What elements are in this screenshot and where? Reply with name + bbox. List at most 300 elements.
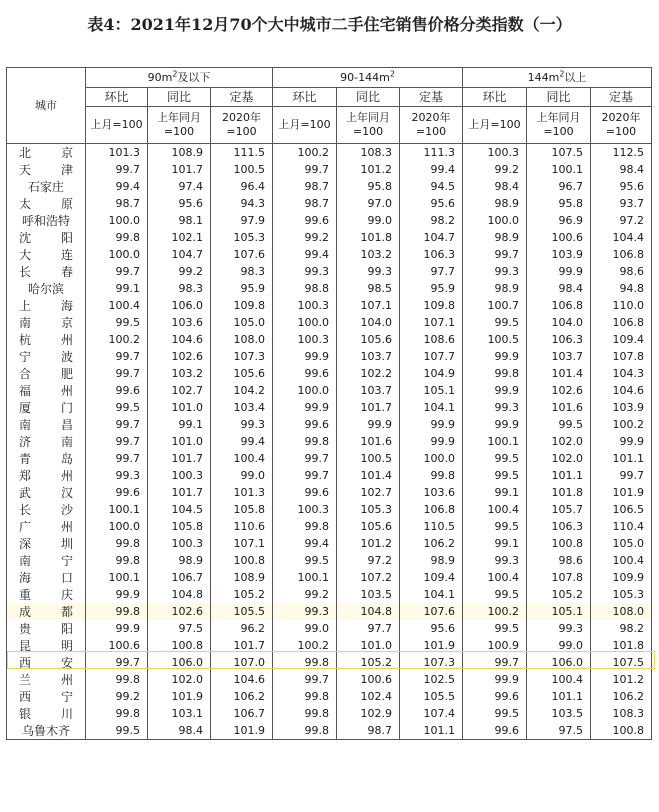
index-value-cell: 99.9 [273,399,337,416]
index-value-cell: 105.3 [591,586,652,603]
index-value-cell: 103.6 [148,314,211,331]
index-value-cell: 99.7 [86,348,148,365]
index-value-cell: 112.5 [591,144,652,162]
sub-header-g1-c0: 环比 [273,88,337,107]
city-name-part: 乌鲁木齐 [21,723,70,738]
index-value-cell: 99.9 [527,263,591,280]
index-value-cell: 99.3 [463,263,527,280]
city-cell [7,263,86,280]
index-value-cell: 108.9 [148,144,211,162]
index-value-cell: 105.6 [337,518,400,535]
index-value-cell: 97.0 [337,195,400,212]
base-header-line: 上年同月 [346,111,391,124]
city-cell [7,620,86,637]
city-name-part: 兰 [19,672,32,687]
index-value-cell: 106.0 [148,297,211,314]
table-row [7,450,652,467]
city-cell [7,552,86,569]
index-value-cell: 106.5 [591,501,652,518]
index-value-cell: 109.8 [211,297,273,314]
index-value-cell: 101.4 [527,365,591,382]
city-name-part: 南 [19,553,32,568]
table-row [7,161,652,178]
city-name-part: 沙 [60,502,73,517]
index-value-cell: 98.8 [273,280,337,297]
table-row [7,297,652,314]
base-header-line: 2020年 [411,111,451,124]
table-row [7,263,652,280]
table-row [7,144,652,162]
table-row [7,722,652,740]
index-value-cell: 100.8 [527,535,591,552]
index-value-cell: 102.7 [337,484,400,501]
index-value-cell: 108.3 [591,705,652,722]
index-value-cell: 93.7 [591,195,652,212]
city-name-part: 州 [60,519,73,534]
index-value-cell: 98.1 [148,212,211,229]
index-value-cell: 99.8 [400,467,463,484]
base-header-line: 上月=100 [278,118,331,131]
sub-header-g0-c2: 定基 [211,88,273,107]
city-cell [7,348,86,365]
city-cell [7,416,86,433]
index-value-cell: 106.8 [400,501,463,518]
index-value-cell: 105.6 [211,365,273,382]
index-value-cell: 103.1 [148,705,211,722]
city-name-part: 明 [60,638,73,653]
sub-header-g0-c0: 环比 [86,88,148,107]
city-cell [7,518,86,535]
index-value-cell: 110.5 [400,518,463,535]
table-row [7,705,652,722]
city-name-part: 南 [60,434,73,449]
index-value-cell: 108.9 [211,569,273,586]
table-row [7,637,652,654]
index-value-cell: 103.2 [337,246,400,263]
index-value-cell: 106.8 [591,314,652,331]
index-value-cell: 101.7 [148,450,211,467]
index-value-cell: 104.7 [148,246,211,263]
index-value-cell: 99.7 [86,263,148,280]
city-name-part: 肥 [60,366,73,381]
index-value-cell: 106.3 [527,518,591,535]
index-value-cell: 100.0 [273,314,337,331]
index-value-cell: 99.5 [463,450,527,467]
index-value-cell: 98.6 [527,552,591,569]
base-header-line: =100 [605,125,637,138]
index-value-cell: 102.0 [527,450,591,467]
index-value-cell: 106.2 [400,535,463,552]
index-value-cell: 95.6 [400,620,463,637]
city-column-header: 城市 [7,68,86,144]
index-value-cell: 99.8 [86,229,148,246]
index-value-cell: 100.1 [86,569,148,586]
city-cell [7,297,86,314]
index-value-cell: 103.6 [400,484,463,501]
index-value-cell: 100.7 [463,297,527,314]
city-name-part: 杭 [19,332,32,347]
index-value-cell: 99.9 [591,433,652,450]
index-value-cell: 108.0 [591,603,652,620]
index-value-cell: 109.8 [400,297,463,314]
index-value-cell: 107.7 [400,348,463,365]
index-value-cell: 103.4 [211,399,273,416]
city-name-part: 连 [60,247,73,262]
index-value-cell: 107.5 [591,654,652,671]
index-value-cell: 108.0 [211,331,273,348]
city-cell [7,586,86,603]
sub-header-g2-c1: 同比 [527,88,591,107]
base-header-line: 2020年 [601,111,641,124]
index-value-cell: 104.1 [400,586,463,603]
city-name-part: 宁 [60,689,73,704]
index-value-cell: 94.8 [591,280,652,297]
table-row [7,416,652,433]
table-row [7,433,652,450]
city-cell [7,501,86,518]
base-header-g2-c2 [591,107,652,144]
index-value-cell: 99.1 [86,280,148,297]
city-name-part: 石家庄 [27,179,64,194]
index-value-cell: 99.0 [273,620,337,637]
index-value-cell: 100.4 [463,569,527,586]
index-value-cell: 105.7 [527,501,591,518]
index-value-cell: 105.8 [211,501,273,518]
base-header-line: 上年同月 [536,111,581,124]
index-value-cell: 106.7 [211,705,273,722]
index-value-cell: 105.5 [211,603,273,620]
city-cell [7,467,86,484]
base-header-g0-c1 [148,107,211,144]
index-value-cell: 100.0 [86,246,148,263]
index-value-cell: 100.5 [211,161,273,178]
index-value-cell: 99.5 [86,722,148,740]
index-value-cell: 109.4 [591,331,652,348]
city-name-part: 长 [19,502,32,517]
index-value-cell: 99.7 [86,365,148,382]
index-value-cell: 99.7 [273,467,337,484]
index-value-cell: 99.3 [463,552,527,569]
index-value-cell: 99.3 [273,603,337,620]
index-value-cell: 104.6 [591,382,652,399]
city-cell [7,688,86,705]
index-value-cell: 103.7 [527,348,591,365]
index-value-cell: 99.9 [463,348,527,365]
index-value-cell: 106.3 [400,246,463,263]
index-value-cell: 100.0 [463,212,527,229]
city-name-part: 津 [60,162,73,177]
index-value-cell: 99.4 [86,178,148,195]
index-value-cell: 99.0 [211,467,273,484]
city-cell [7,654,86,671]
group-header-90-144: $90-144m^2$ [273,68,463,88]
city-name-part: 京 [60,315,73,330]
city-name-part: 州 [60,468,73,483]
index-value-cell: 101.7 [148,161,211,178]
index-value-cell: 99.5 [463,467,527,484]
index-value-cell: 108.3 [337,144,400,162]
index-value-cell: 97.5 [527,722,591,740]
index-value-cell: 99.8 [86,671,148,688]
index-value-cell: 101.3 [86,144,148,162]
index-value-cell: 101.8 [591,637,652,654]
base-header-line: =100 [352,125,384,138]
sub-header-g1-c2: 定基 [400,88,463,107]
city-name-part: 广 [19,519,32,534]
city-name-part: 长 [19,264,32,279]
index-value-cell: 100.8 [591,722,652,740]
index-value-cell: 100.1 [527,161,591,178]
index-value-cell: 100.5 [463,331,527,348]
city-name-part: 宁 [19,349,32,364]
index-value-cell: 99.5 [463,314,527,331]
sub-header-g2-c2: 定基 [591,88,652,107]
base-header-line: 上年同月 [157,111,201,124]
index-value-cell: 97.2 [591,212,652,229]
city-name-part: 南 [19,417,32,432]
index-value-cell: 99.8 [86,552,148,569]
index-value-cell: 104.7 [400,229,463,246]
base-header-g0-c2 [211,107,273,144]
index-value-cell: 102.5 [400,671,463,688]
index-value-cell: 99.7 [86,450,148,467]
city-name-part: 昆 [19,638,32,653]
index-value-cell: 99.6 [463,722,527,740]
index-value-cell: 100.6 [337,671,400,688]
city-name-part: 波 [60,349,73,364]
index-value-cell: 97.4 [148,178,211,195]
index-value-cell: 102.4 [337,688,400,705]
index-value-cell: 100.4 [463,501,527,518]
index-value-cell: 107.6 [400,603,463,620]
index-value-cell: 99.9 [273,348,337,365]
index-value-cell: 102.9 [337,705,400,722]
index-value-cell: 107.1 [211,535,273,552]
city-cell [7,637,86,654]
table-row [7,501,652,518]
city-cell [7,603,86,620]
index-value-cell: 98.6 [591,263,652,280]
index-value-cell: 99.5 [86,314,148,331]
base-header-line: 2020年 [222,111,261,124]
index-value-cell: 97.9 [211,212,273,229]
index-value-cell: 106.2 [211,688,273,705]
base-header-g1-c1 [337,107,400,144]
city-cell [7,399,86,416]
index-value-cell: 105.3 [211,229,273,246]
table-row [7,569,652,586]
index-value-cell: 99.6 [273,365,337,382]
index-value-cell: 99.5 [527,416,591,433]
index-value-cell: 105.3 [337,501,400,518]
index-value-cell: 101.2 [591,671,652,688]
index-value-cell: 99.6 [86,382,148,399]
index-value-cell: 99.6 [273,212,337,229]
index-value-cell: 101.9 [148,688,211,705]
index-value-cell: 99.3 [211,416,273,433]
city-name-part: 呼和浩特 [21,213,70,228]
index-value-cell: 99.7 [86,433,148,450]
index-value-cell: 99.8 [273,705,337,722]
index-value-cell: 96.2 [211,620,273,637]
index-value-cell: 99.9 [86,620,148,637]
index-value-cell: 103.5 [337,586,400,603]
index-value-cell: 96.4 [211,178,273,195]
index-value-cell: 107.3 [211,348,273,365]
index-value-cell: 109.9 [591,569,652,586]
index-value-cell: 99.5 [273,552,337,569]
city-cell [7,450,86,467]
index-value-cell: 107.1 [337,297,400,314]
index-value-cell: 98.4 [591,161,652,178]
city-cell [7,722,86,740]
city-name-part: 郑 [19,468,32,483]
index-value-cell: 99.1 [463,484,527,501]
city-cell [7,382,86,399]
index-value-cell: 107.4 [400,705,463,722]
index-value-cell: 102.6 [148,603,211,620]
index-value-cell: 98.9 [148,552,211,569]
index-value-cell: 103.9 [527,246,591,263]
city-name-part: 太 [19,196,32,211]
table-row [7,280,652,297]
index-value-cell: 99.5 [463,620,527,637]
index-value-cell: 102.7 [148,382,211,399]
city-name-part: 济 [19,434,32,449]
price-index-table [6,67,652,740]
index-value-cell: 103.7 [337,382,400,399]
index-value-cell: 103.7 [337,348,400,365]
index-value-cell: 99.4 [273,246,337,263]
city-name-part: 阳 [60,230,73,245]
index-value-cell: 100.3 [273,501,337,518]
city-cell [7,535,86,552]
index-value-cell: 100.2 [591,416,652,433]
sub-header-g2-c0: 环比 [463,88,527,107]
index-value-cell: 102.6 [148,348,211,365]
index-value-cell: 104.0 [527,314,591,331]
city-name-part: 京 [60,145,73,160]
table-row [7,518,652,535]
index-value-cell: 100.6 [86,637,148,654]
index-value-cell: 99.8 [273,688,337,705]
index-value-cell: 95.6 [148,195,211,212]
city-name-part: 门 [60,400,73,415]
index-value-cell: 110.0 [591,297,652,314]
index-value-cell: 99.7 [273,161,337,178]
city-name-part: 庆 [60,587,73,602]
city-name-part: 深 [19,536,32,551]
index-value-cell: 99.9 [463,382,527,399]
index-value-cell: 100.3 [273,331,337,348]
index-value-cell: 105.1 [400,382,463,399]
city-name-part: 青 [19,451,32,466]
index-value-cell: 99.2 [86,688,148,705]
index-value-cell: 107.3 [400,654,463,671]
city-name-part: 口 [60,570,73,585]
table-row [7,586,652,603]
index-value-cell: 99.0 [527,637,591,654]
index-value-cell: 99.8 [86,603,148,620]
city-cell [7,212,86,229]
index-value-cell: 99.7 [86,416,148,433]
index-value-cell: 101.8 [527,484,591,501]
index-value-cell: 97.7 [400,263,463,280]
index-value-cell: 98.9 [463,280,527,297]
table-row [7,671,652,688]
base-header-g1-c2 [400,107,463,144]
city-name-part: 成 [19,604,32,619]
table-row [7,620,652,637]
city-cell [7,705,86,722]
index-value-cell: 106.2 [591,688,652,705]
index-value-cell: 101.6 [337,433,400,450]
table-row [7,365,652,382]
city-cell [7,569,86,586]
index-value-cell: 106.8 [591,246,652,263]
index-value-cell: 110.4 [591,518,652,535]
index-value-cell: 99.6 [463,688,527,705]
city-name-part: 州 [60,672,73,687]
index-value-cell: 99.3 [527,620,591,637]
table-row [7,314,652,331]
index-value-cell: 100.3 [148,467,211,484]
base-header-line: =100 [163,125,195,138]
index-value-cell: 99.0 [337,212,400,229]
index-value-cell: 98.3 [148,280,211,297]
index-value-cell: 100.4 [591,552,652,569]
index-value-cell: 99.5 [463,705,527,722]
index-value-cell: 99.6 [273,416,337,433]
index-value-cell: 104.2 [211,382,273,399]
table-row [7,246,652,263]
index-value-cell: 95.8 [527,195,591,212]
city-cell [7,144,86,162]
index-value-cell: 105.0 [591,535,652,552]
index-value-cell: 100.9 [463,637,527,654]
table-row [7,195,652,212]
index-value-cell: 110.6 [211,518,273,535]
city-name-part: 武 [19,485,32,500]
city-name-part: 上 [19,298,32,313]
city-name-part: 海 [60,298,73,313]
index-value-cell: 103.2 [148,365,211,382]
index-value-cell: 98.2 [400,212,463,229]
page-title: 表4：2021年12月70个大中城市二手住宅销售价格分类指数（一） [87,15,572,34]
index-value-cell: 105.1 [527,603,591,620]
index-value-cell: 99.5 [86,399,148,416]
table-row [7,229,652,246]
index-value-cell: 100.4 [86,297,148,314]
index-value-cell: 99.9 [463,416,527,433]
index-value-cell: 97.2 [337,552,400,569]
index-value-cell: 100.8 [211,552,273,569]
index-value-cell: 100.6 [527,229,591,246]
index-value-cell: 99.8 [273,722,337,740]
city-name-part: 岛 [60,451,73,466]
index-value-cell: 99.7 [591,467,652,484]
index-value-cell: 98.5 [337,280,400,297]
city-name-part: 圳 [60,536,73,551]
city-name-part: 川 [60,706,73,721]
index-value-cell: 99.6 [86,484,148,501]
index-value-cell: 104.6 [211,671,273,688]
index-value-cell: 106.7 [148,569,211,586]
city-name-part: 大 [19,247,32,262]
city-name-part: 西 [19,689,32,704]
index-value-cell: 100.0 [273,382,337,399]
index-value-cell: 99.2 [273,586,337,603]
